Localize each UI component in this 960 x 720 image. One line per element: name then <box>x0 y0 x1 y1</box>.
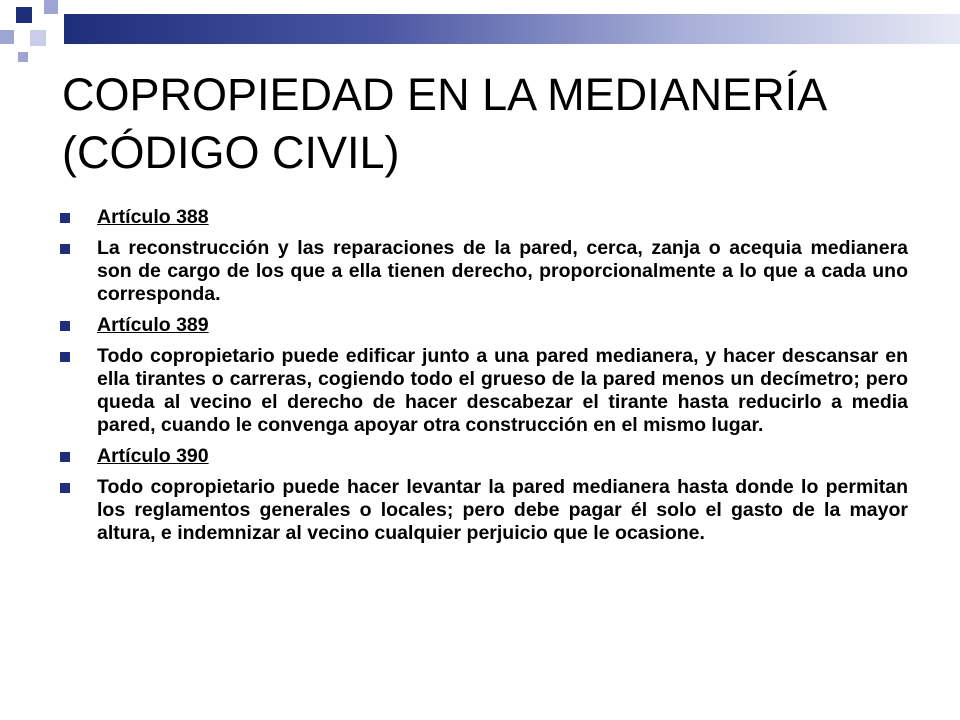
article-heading: Artículo 388 <box>97 206 209 228</box>
list-item <box>60 237 908 306</box>
list-item <box>60 206 908 229</box>
decor-square <box>18 52 28 62</box>
decor-square <box>30 30 46 46</box>
bullet-square-icon <box>60 483 70 493</box>
bullet-square-icon <box>60 244 70 254</box>
bullet-square-icon <box>60 321 70 331</box>
list-item <box>60 476 908 545</box>
slide-body <box>60 206 908 553</box>
slide-title: COPROPIEDAD EN LA MEDIANERÍA (CÓDIGO CIVIL) <box>62 69 825 178</box>
decor-square <box>0 30 14 44</box>
bullet-square-icon <box>60 213 70 223</box>
header-gradient-bar <box>64 14 960 44</box>
list-item <box>60 314 908 337</box>
bullet-square-icon <box>60 452 70 462</box>
article-text: Todo copropietario puede hacer levantar la pared medianera hasta donde lo permitan los reglamentos generales o locales; pero debe pagar él solo el gasto de la mayor altura, e indemnizar al vecino cualquier perjuicio que le ocasione. <box>97 476 908 544</box>
list-item <box>60 345 908 437</box>
article-text: Todo copropietario puede edificar junto a una pared medianera, y hacer descansar en ella tirantes o carreras, cogiendo todo el grueso de la pared menos un decímetro; pero queda al vecino el derecho de hacer descabezar el tirante hasta reducirlo a media pared, cuando le convenga apoyar otra construcción en el mismo lugar. <box>97 345 908 436</box>
bullet-square-icon <box>60 352 70 362</box>
decor-square <box>44 0 58 14</box>
decor-square <box>16 7 32 23</box>
article-heading: Artículo 390 <box>97 445 209 467</box>
article-heading: Artículo 389 <box>97 314 209 336</box>
list-item <box>60 445 908 468</box>
article-text: La reconstrucción y las reparaciones de la pared, cerca, zanja o acequia medianera son de cargo de los que a ella tienen derecho, proporcionalmente a lo que a cada uno corresponda. <box>97 237 908 305</box>
